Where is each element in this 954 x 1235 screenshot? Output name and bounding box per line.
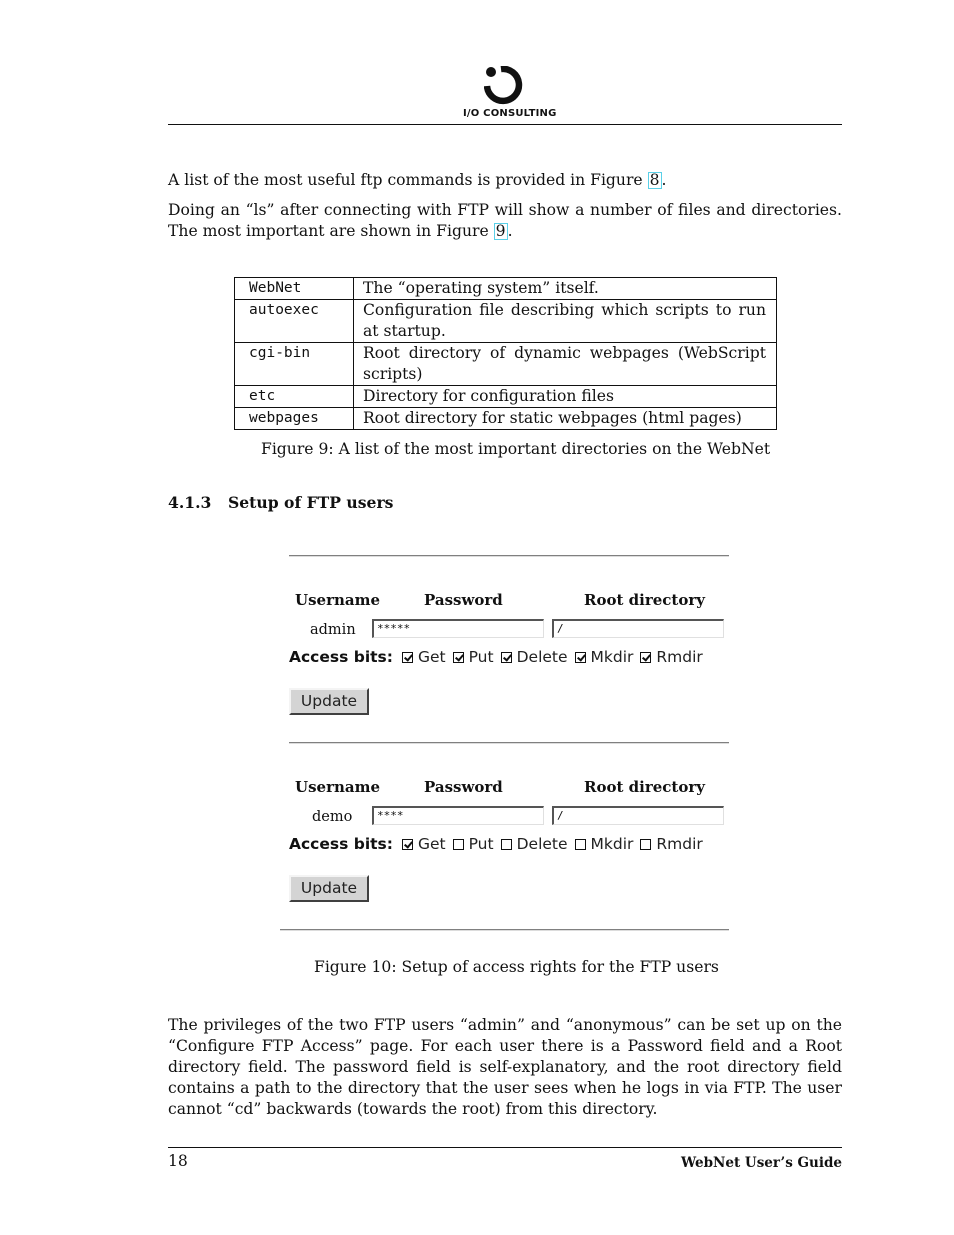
intro-paragraph-2: Doing an “ls” after connecting with FTP will show a number of files and directories. The most important are shown in Figure 9 . — [168, 201, 842, 240]
directory-name: autoexec — [235, 300, 354, 343]
table-row — [235, 343, 777, 386]
password-input[interactable]: ***** — [372, 619, 544, 638]
update-button[interactable]: Update — [289, 875, 369, 902]
body-paragraph: The privileges of the two FTP users “admin” and “anonymous” can be set up on the “Configure FTP Access” page. For each user there is a Password field and a Root directory field. The password field is self-explanatory, and the root directory field contains a path to the directory that the user sees when he logs in via FTP. The user cannot “cd” backwards (towards the root) from this directory. — [168, 1016, 842, 1118]
checkbox-label: Delete — [516, 648, 568, 666]
root-directory-input[interactable]: / — [552, 806, 724, 825]
figure-9-link[interactable]: 9 — [495, 222, 506, 240]
access-bits-row — [289, 647, 729, 667]
figure-8-link[interactable]: 8 — [649, 171, 660, 189]
table-row — [235, 408, 777, 430]
username-header: Username — [295, 591, 381, 609]
figure-10-caption: Figure 10: Setup of access rights for the FTP users — [314, 958, 719, 976]
directory-description: Configuration file describing which scripts to run at startup. — [354, 300, 777, 343]
username-value: admin — [310, 622, 356, 638]
section-heading — [168, 492, 393, 513]
table-row — [235, 300, 777, 343]
directory-name: WebNet — [235, 278, 354, 300]
update-button[interactable]: Update — [289, 688, 369, 715]
root-directory-header: Root directory — [584, 778, 705, 796]
checkbox-mkdir[interactable] — [575, 839, 586, 850]
root-directory-input[interactable]: / — [552, 619, 724, 638]
access-bits-label: Access bits: — [289, 835, 393, 853]
checkbox-put[interactable] — [453, 839, 464, 850]
directory-description: Directory for configuration files — [354, 386, 777, 408]
intro-paragraph-1: A list of the most useful ftp commands is provided in Figure 8 . — [168, 171, 667, 189]
checkbox-label: Rmdir — [656, 835, 703, 853]
logo-text: I/O CONSULTING — [463, 108, 557, 119]
table-row — [235, 278, 777, 300]
directory-name: etc — [235, 386, 354, 408]
checkbox-label: Put — [468, 835, 494, 853]
password-input[interactable]: **** — [372, 806, 544, 825]
access-bits-row — [289, 834, 729, 854]
footer-rule — [168, 1147, 842, 1148]
guide-title: WebNet User’s Guide — [680, 1155, 842, 1171]
checkbox-rmdir[interactable] — [640, 839, 651, 850]
checkbox-label: Delete — [516, 835, 568, 853]
checkbox-delete[interactable] — [501, 839, 512, 850]
directory-description: Root directory for static webpages (html pages) — [354, 408, 777, 430]
form-divider — [289, 742, 729, 744]
form-divider — [280, 929, 729, 931]
io-logo-icon — [484, 66, 524, 106]
checkbox-mkdir[interactable] — [575, 652, 586, 663]
directory-name: webpages — [235, 408, 354, 430]
directory-description: Root directory of dynamic webpages (WebScript scripts) — [354, 343, 777, 386]
username-value: demo — [312, 809, 353, 825]
checkbox-get[interactable] — [402, 652, 413, 663]
checkbox-label: Get — [417, 835, 446, 853]
form-divider — [289, 555, 729, 557]
directory-description: The “operating system” itself. — [354, 278, 777, 300]
page-number: 18 — [168, 1152, 188, 1170]
section-number: 4.1.3 — [168, 493, 212, 512]
directories-table — [234, 277, 777, 430]
checkbox-label: Mkdir — [590, 648, 634, 666]
section-title: Setup of FTP users — [228, 493, 394, 512]
checkbox-get[interactable] — [402, 839, 413, 850]
io-consulting-logo — [470, 66, 540, 110]
table-row — [235, 386, 777, 408]
password-header: Password — [424, 591, 503, 609]
checkbox-label: Get — [417, 648, 446, 666]
username-header: Username — [295, 778, 381, 796]
checkbox-label: Mkdir — [590, 835, 634, 853]
password-header: Password — [424, 778, 503, 796]
directory-name: cgi-bin — [235, 343, 354, 386]
checkbox-rmdir[interactable] — [640, 652, 651, 663]
figure-9-caption: Figure 9: A list of the most important directories on the WebNet — [261, 440, 771, 458]
checkbox-label: Rmdir — [656, 648, 703, 666]
header-rule — [168, 124, 842, 125]
root-directory-header: Root directory — [584, 591, 705, 609]
checkbox-delete[interactable] — [501, 652, 512, 663]
access-bits-label: Access bits: — [289, 648, 393, 666]
checkbox-label: Put — [468, 648, 494, 666]
checkbox-put[interactable] — [453, 652, 464, 663]
